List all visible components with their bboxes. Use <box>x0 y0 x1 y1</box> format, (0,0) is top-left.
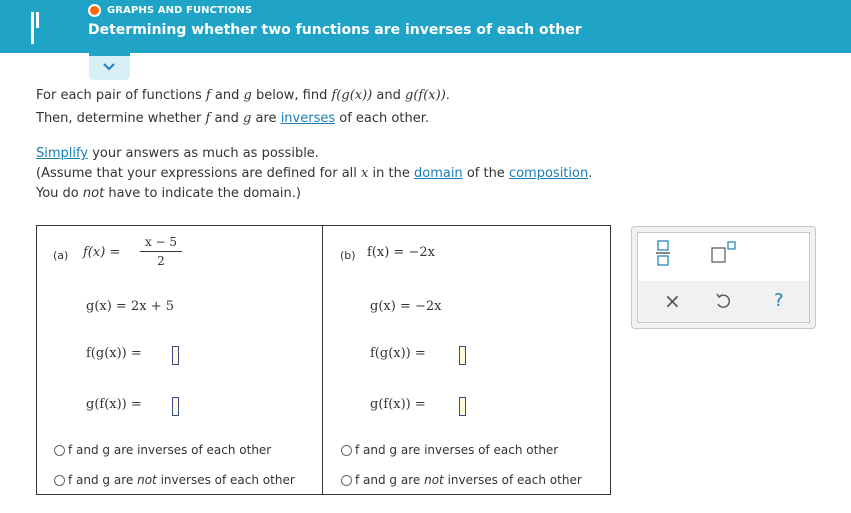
instruction-line-1: For each pair of functions f and g below, find f(g(x)) and g(f(x)). <box>36 88 450 103</box>
part-b-not-inverses-radio[interactable] <box>341 475 352 486</box>
composition-link[interactable]: composition <box>508 166 589 181</box>
part-a-inverses-radio[interactable] <box>54 445 65 456</box>
page-title: Determining whether two functions are inverses of each other <box>88 22 582 38</box>
part-b-not-inverses-option-label: f and g are not inverses of each other <box>355 473 582 487</box>
help-icon[interactable]: ? <box>774 290 784 311</box>
undo-icon[interactable] <box>715 293 731 311</box>
part-a-g-definition: g(x) = 2x + 5 <box>86 299 174 314</box>
part-a-f-numerator: x − 5 <box>144 235 178 249</box>
part-b-f-definition: f(x) = −2x <box>367 245 435 260</box>
part-a-fg-label: f(g(x)) = <box>86 346 142 361</box>
part-a-gf-label: g(f(x)) = <box>86 397 142 412</box>
part-a-inverses-option-label: f and g are inverses of each other <box>68 443 272 457</box>
topic-status-dot <box>88 4 101 17</box>
fraction-icon[interactable] <box>655 240 671 266</box>
table-divider <box>322 226 323 494</box>
part-a-fg-answer-input[interactable] <box>172 346 179 365</box>
part-a-gf-answer-input[interactable] <box>172 397 179 416</box>
part-a-f-fraction <box>140 235 182 268</box>
close-icon[interactable]: × <box>664 289 681 313</box>
part-b-fg-label: f(g(x)) = <box>370 346 426 361</box>
header-bar <box>0 0 851 53</box>
part-a-f-denominator: 2 <box>157 254 165 268</box>
part-b-inverses-option-label: f and g are inverses of each other <box>355 443 559 457</box>
instruction-line-2: Then, determine whether f and g are inverses of each other. <box>36 111 429 126</box>
instruction-line-4: (Assume that your expressions are defined for all x in the domain of the composition. <box>36 166 593 181</box>
part-a-not-inverses-option-label: f and g are not inverses of each other <box>68 473 295 487</box>
part-a-f-lhs: f(x) = <box>83 245 121 260</box>
part-b-gf-answer-input[interactable] <box>459 397 466 416</box>
expand-tab[interactable] <box>89 53 130 80</box>
chevron-down-icon <box>103 63 115 71</box>
topic-label: GRAPHS AND FUNCTIONS <box>107 5 253 16</box>
superscript-icon[interactable] <box>711 241 737 263</box>
domain-link[interactable]: domain <box>413 166 463 181</box>
simplify-link[interactable]: Simplify <box>36 146 89 161</box>
part-b-fg-answer-input[interactable] <box>459 346 466 365</box>
inverses-link[interactable]: inverses <box>280 111 336 126</box>
part-b-gf-label: g(f(x)) = <box>370 397 426 412</box>
part-b-g-definition: g(x) = −2x <box>370 299 442 314</box>
part-b-label: (b) <box>340 249 356 262</box>
instruction-line-5: You do not have to indicate the domain.) <box>36 186 301 201</box>
menu-icon[interactable] <box>31 12 45 32</box>
part-a-not-inverses-radio[interactable] <box>54 475 65 486</box>
instruction-line-3: Simplify your answers as much as possible. <box>36 146 319 161</box>
topic-row <box>88 4 252 17</box>
part-b-inverses-radio[interactable] <box>341 445 352 456</box>
part-a-label: (a) <box>53 249 69 262</box>
